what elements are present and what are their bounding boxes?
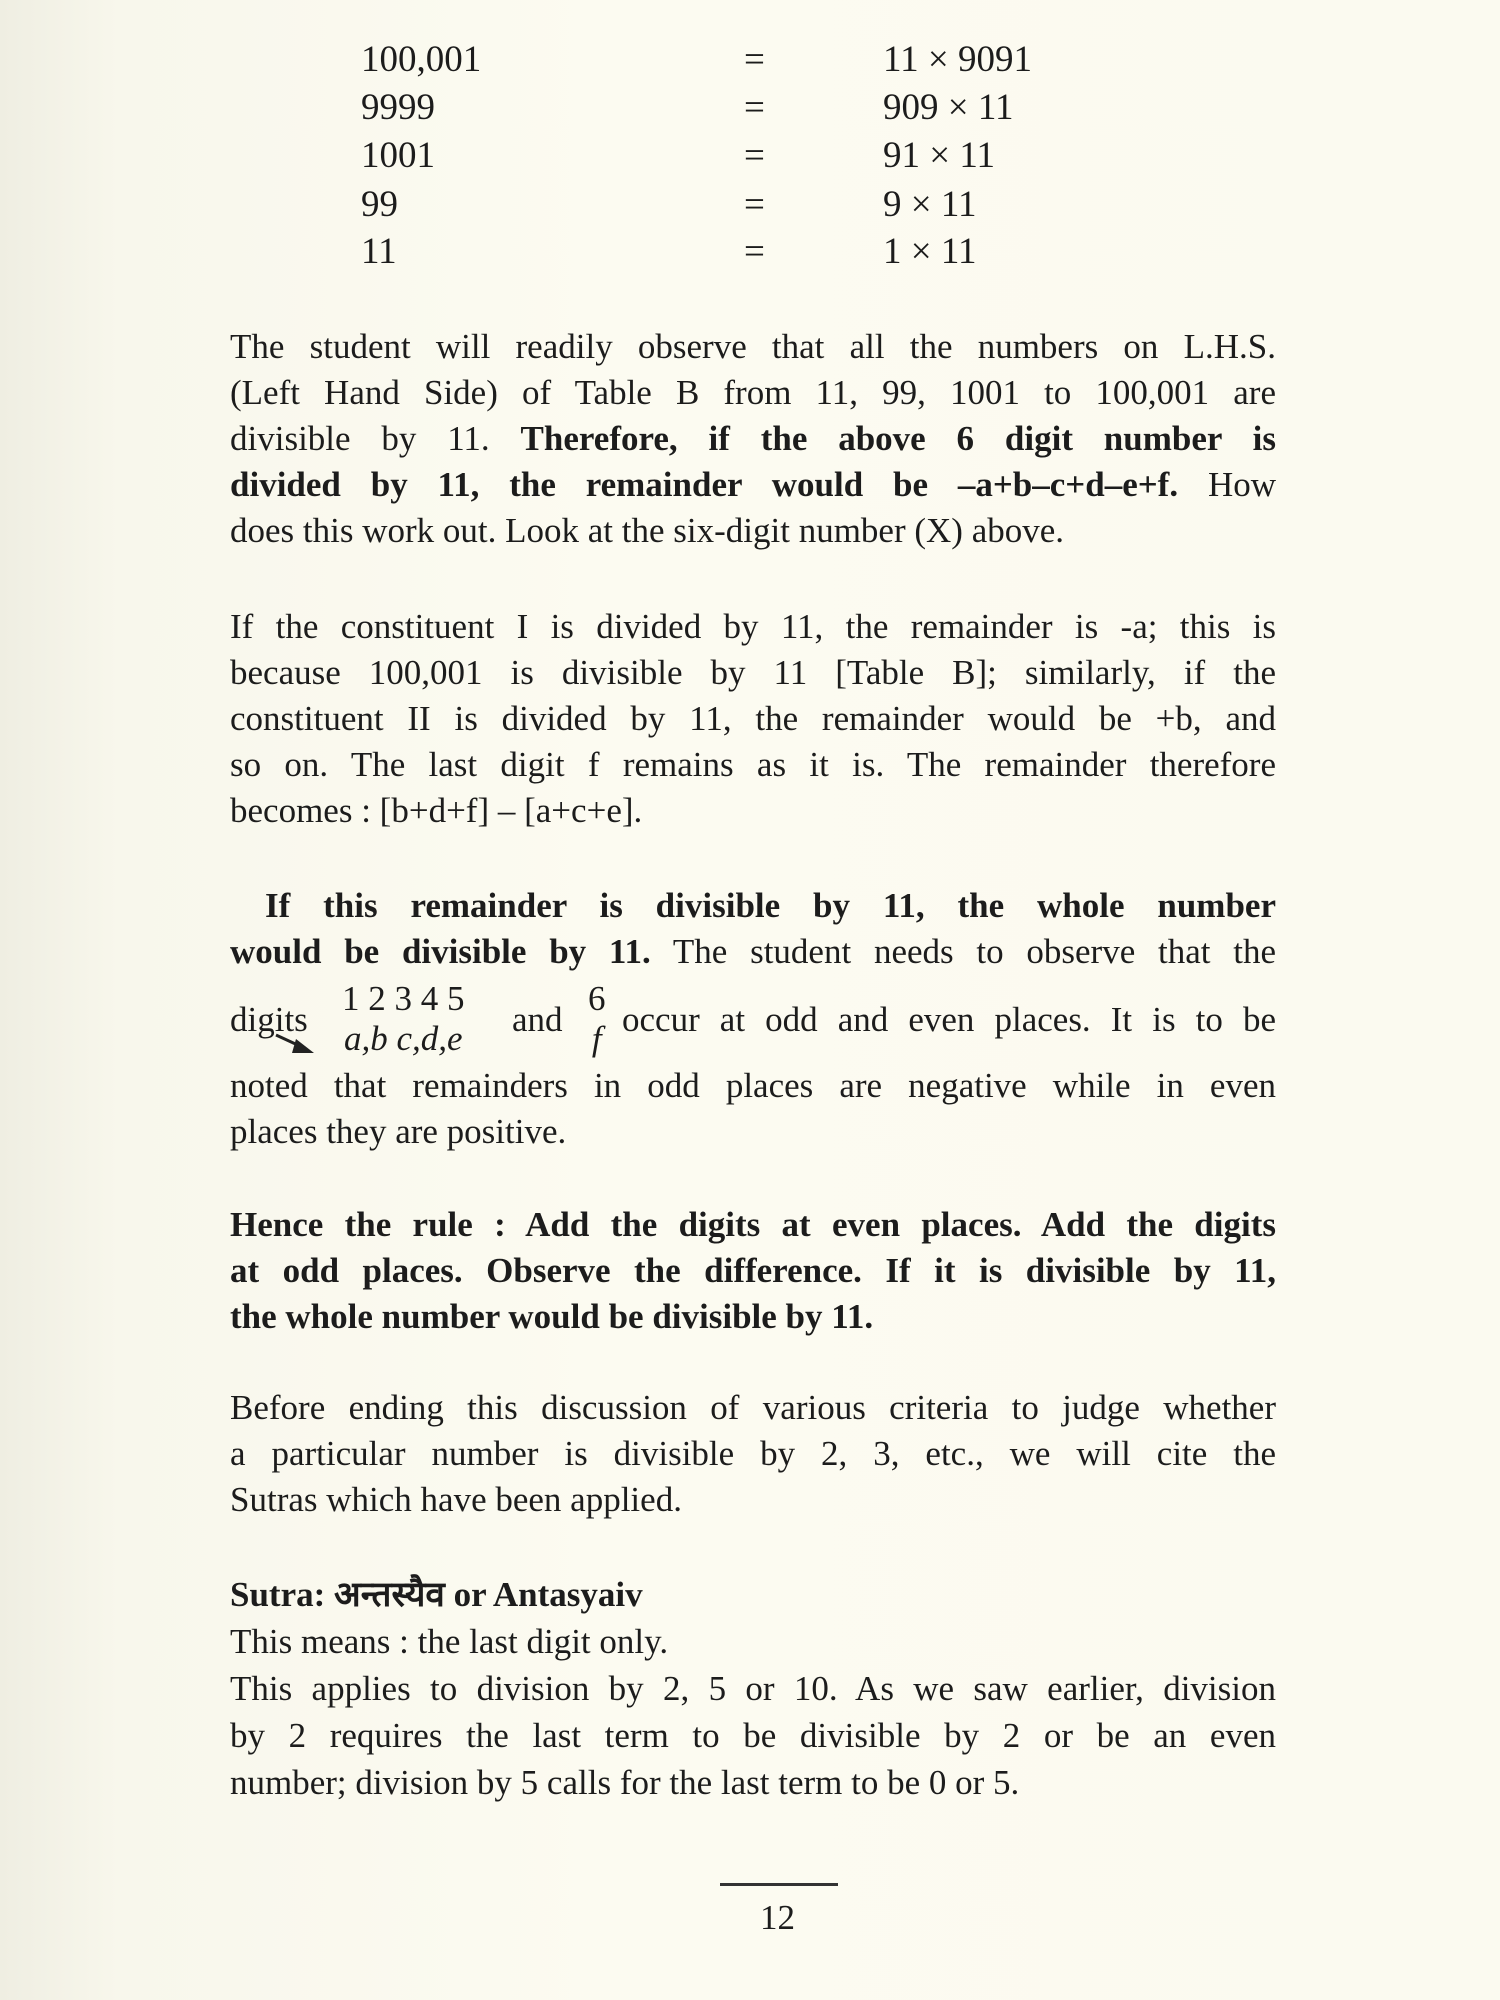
text-line: [230, 742, 1276, 788]
paragraph-hence-rule: [230, 1202, 1276, 1340]
text-line: [230, 462, 1276, 508]
even-digit-stack: [588, 979, 606, 1059]
text-line: [230, 788, 1276, 834]
bold-text: Therefore, if the above 6 digit number is: [520, 419, 1276, 458]
paragraph-before-ending: [230, 1385, 1276, 1523]
text-line: [230, 1294, 1276, 1340]
rhs: 9 × 11: [883, 184, 977, 225]
lhs: 1001: [361, 135, 435, 176]
text: (Left Hand Side) of Table B from 11, 99, 1001 to 100,001 are: [230, 373, 1276, 412]
equals: =: [744, 39, 765, 80]
table-row: [0, 36, 1500, 84]
text: If the constituent I is divided by 11, the remainder is -a; this is: [230, 607, 1276, 646]
paragraph-part: [230, 1063, 1276, 1155]
text-line: [230, 370, 1276, 416]
text: number; division by 5 calls for the last term to be 0 or 5.: [230, 1763, 1020, 1802]
text: Sutras which have been applied.: [230, 1480, 682, 1519]
bold-text: divided by 11, the remainder would be –a+b–c+d–e+f.: [230, 465, 1179, 504]
odd-letters: a,b c,d,e: [343, 1019, 463, 1058]
lhs: 99: [361, 184, 398, 225]
text: by 2 requires the last term to be divisible by 2 or be an even: [230, 1716, 1276, 1755]
text-line: [230, 1431, 1276, 1477]
text-line: [230, 508, 1276, 554]
text: constituent II is divided by 11, the remainder would be +b, and: [230, 699, 1276, 738]
text: Before ending this discussion of various criteria to judge whether: [230, 1388, 1276, 1427]
text-line: [230, 1618, 1276, 1665]
text: does this work out. Look at the six-digit number (X) above.: [230, 511, 1065, 550]
and-word: and: [512, 1000, 563, 1039]
paragraph-constituents: [230, 604, 1276, 834]
paragraph-remainder-rule: [230, 883, 1276, 1155]
text-line: [230, 604, 1276, 650]
table-row: [0, 228, 1500, 276]
text-line: [230, 1202, 1276, 1248]
odd-positions: 1 2 3 4 5: [342, 979, 465, 1018]
equals: =: [744, 184, 765, 225]
paragraph-observation: [230, 324, 1276, 554]
text-line: [230, 1385, 1276, 1431]
text: The student needs to observe that the: [650, 932, 1277, 971]
page-number: 12: [760, 1898, 795, 1937]
text: How: [1178, 465, 1276, 504]
text: becomes : [b+d+f] – [a+c+e].: [230, 791, 643, 830]
paragraph-sutra: [230, 1571, 1276, 1806]
text: places they are positive.: [230, 1112, 567, 1151]
table-row: [0, 181, 1500, 229]
table-row: [0, 132, 1500, 180]
text-line: [230, 1665, 1276, 1712]
odd-digits-stack: [342, 979, 465, 1059]
even-letter: f: [591, 1019, 602, 1058]
digits-word: digits: [230, 1000, 308, 1039]
text-line: [230, 1063, 1276, 1109]
text-line: [230, 650, 1276, 696]
text-line: [230, 1759, 1276, 1806]
bold-text: Hence the rule : Add the digits at even places. Add the digits: [230, 1205, 1276, 1244]
digits-line-rest: occur at odd and even places. It is to be: [622, 1000, 1276, 1039]
footer-rule: [720, 1883, 838, 1886]
bold-text: Sutra: अन्तस्यैव or Antasyaiv: [230, 1575, 643, 1614]
equals: =: [744, 231, 765, 272]
text-line: [230, 1248, 1276, 1294]
text-line: [230, 696, 1276, 742]
equals: =: [744, 135, 765, 176]
text: This means : the last digit only.: [230, 1622, 669, 1661]
text: This applies to division by 2, 5 or 10. As we saw earlier, division: [230, 1669, 1276, 1708]
table-row: [0, 84, 1500, 132]
rhs: 11 × 9091: [883, 39, 1032, 80]
text-line: [230, 416, 1276, 462]
text: The student will readily observe that all the numbers on L.H.S.: [230, 327, 1276, 366]
text-line: [230, 883, 1276, 929]
even-position: 6: [588, 979, 606, 1018]
rhs: 909 × 11: [883, 87, 1014, 128]
text-line: [230, 1571, 1276, 1618]
lhs: 100,001: [361, 39, 482, 80]
lhs: 9999: [361, 87, 435, 128]
text: divisible by 11.: [230, 419, 521, 458]
text: noted that remainders in odd places are negative while in even: [230, 1066, 1276, 1105]
bold-text: would be divisible by 11.: [230, 932, 651, 971]
text-line: [230, 1712, 1276, 1759]
text-line: [230, 324, 1276, 370]
lhs: 11: [361, 231, 397, 272]
rhs: 1 × 11: [883, 231, 977, 272]
text-line: [230, 1477, 1276, 1523]
text: so on. The last digit f remains as it is. The remainder therefore: [230, 745, 1276, 784]
rhs: 91 × 11: [883, 135, 995, 176]
text-line: [230, 929, 1276, 975]
bold-text: the whole number would be divisible by 11.: [230, 1297, 874, 1336]
text-line: [230, 1109, 1276, 1155]
text: a particular number is divisible by 2, 3, etc., we will cite the: [230, 1434, 1276, 1473]
bold-text: If this remainder is divisible by 11, the whole number: [265, 886, 1276, 925]
bold-text: at odd places. Observe the difference. If it is divisible by 11,: [230, 1251, 1276, 1290]
text: because 100,001 is divisible by 11 [Table B]; similarly, if the: [230, 653, 1276, 692]
paragraph-part: [230, 883, 1276, 975]
digits-line: [230, 975, 1276, 1063]
arrow-icon: [274, 1031, 318, 1055]
equals: =: [744, 87, 765, 128]
